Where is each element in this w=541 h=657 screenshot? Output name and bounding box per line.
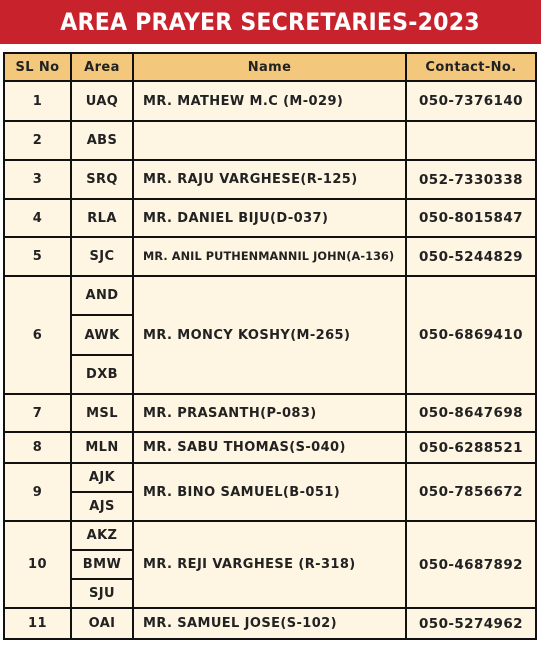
contact-cell: 050-5244829 xyxy=(406,237,536,276)
contact-cell: 050-6869410 xyxy=(406,276,536,394)
table-row xyxy=(4,160,536,199)
contact-cell: 050-6288521 xyxy=(406,432,536,463)
name-cell: MR. RAJU VARGHESE(R-125) xyxy=(133,160,406,199)
area-cell: AND xyxy=(71,276,133,315)
sl-no-cell: 11 xyxy=(4,608,71,639)
table-header-row xyxy=(4,53,536,81)
table-row xyxy=(4,81,536,121)
area-cell: AWK xyxy=(71,315,133,355)
area-cell: SJU xyxy=(71,579,133,608)
name-cell xyxy=(133,121,406,160)
table-row xyxy=(4,521,536,550)
contact-cell: 050-4687892 xyxy=(406,521,536,608)
area-cell: MSL xyxy=(71,394,133,432)
sl-no-cell: 8 xyxy=(4,432,71,463)
area-cell: AKZ xyxy=(71,521,133,550)
page-title: AREA PRAYER SECRETARIES-2023 xyxy=(60,8,481,36)
header-contact: Contact-No. xyxy=(406,53,536,81)
name-cell: MR. SAMUEL JOSE(S-102) xyxy=(133,608,406,639)
name-cell: MR. REJI VARGHESE (R-318) xyxy=(133,521,406,608)
contact-cell: 050-7376140 xyxy=(406,81,536,121)
sl-no-cell: 5 xyxy=(4,237,71,276)
table-row xyxy=(4,463,536,492)
area-cell: DXB xyxy=(71,355,133,394)
sl-no-cell: 9 xyxy=(4,463,71,521)
area-cell: UAQ xyxy=(71,81,133,121)
name-cell: MR. SABU THOMAS(S-040) xyxy=(133,432,406,463)
contact-cell: 050-8647698 xyxy=(406,394,536,432)
title-banner xyxy=(0,0,541,44)
area-cell: AJK xyxy=(71,463,133,492)
table-row xyxy=(4,199,536,237)
sl-no-cell: 2 xyxy=(4,121,71,160)
area-cell: MLN xyxy=(71,432,133,463)
name-cell: MR. ANIL PUTHENMANNIL JOHN(A-136) xyxy=(133,237,406,276)
contact-cell: 050-5274962 xyxy=(406,608,536,639)
contact-cell: 050-8015847 xyxy=(406,199,536,237)
sl-no-cell: 4 xyxy=(4,199,71,237)
area-cell: AJS xyxy=(71,492,133,521)
header-sl-no: SL No xyxy=(4,53,71,81)
name-cell: MR. BINO SAMUEL(B-051) xyxy=(133,463,406,521)
area-cell: ABS xyxy=(71,121,133,160)
area-cell: SRQ xyxy=(71,160,133,199)
sl-no-cell: 7 xyxy=(4,394,71,432)
area-cell: OAI xyxy=(71,608,133,639)
contact-cell xyxy=(406,121,536,160)
sl-no-cell: 10 xyxy=(4,521,71,608)
sl-no-cell: 1 xyxy=(4,81,71,121)
area-cell: SJC xyxy=(71,237,133,276)
header-name: Name xyxy=(133,53,406,81)
sl-no-cell: 6 xyxy=(4,276,71,394)
name-cell: MR. MONCY KOSHY(M-265) xyxy=(133,276,406,394)
area-cell: BMW xyxy=(71,550,133,579)
name-cell: MR. MATHEW M.C (M-029) xyxy=(133,81,406,121)
table-row xyxy=(4,394,536,432)
table-row xyxy=(4,608,536,639)
name-cell: MR. PRASANTH(P-083) xyxy=(133,394,406,432)
table-row xyxy=(4,276,536,315)
secretaries-table xyxy=(3,52,537,640)
area-cell: RLA xyxy=(71,199,133,237)
sl-no-cell: 3 xyxy=(4,160,71,199)
table-row xyxy=(4,432,536,463)
contact-cell: 050-7856672 xyxy=(406,463,536,521)
table-row xyxy=(4,237,536,276)
contact-cell: 052-7330338 xyxy=(406,160,536,199)
name-cell: MR. DANIEL BIJU(D-037) xyxy=(133,199,406,237)
table-row xyxy=(4,121,536,160)
header-area: Area xyxy=(71,53,133,81)
